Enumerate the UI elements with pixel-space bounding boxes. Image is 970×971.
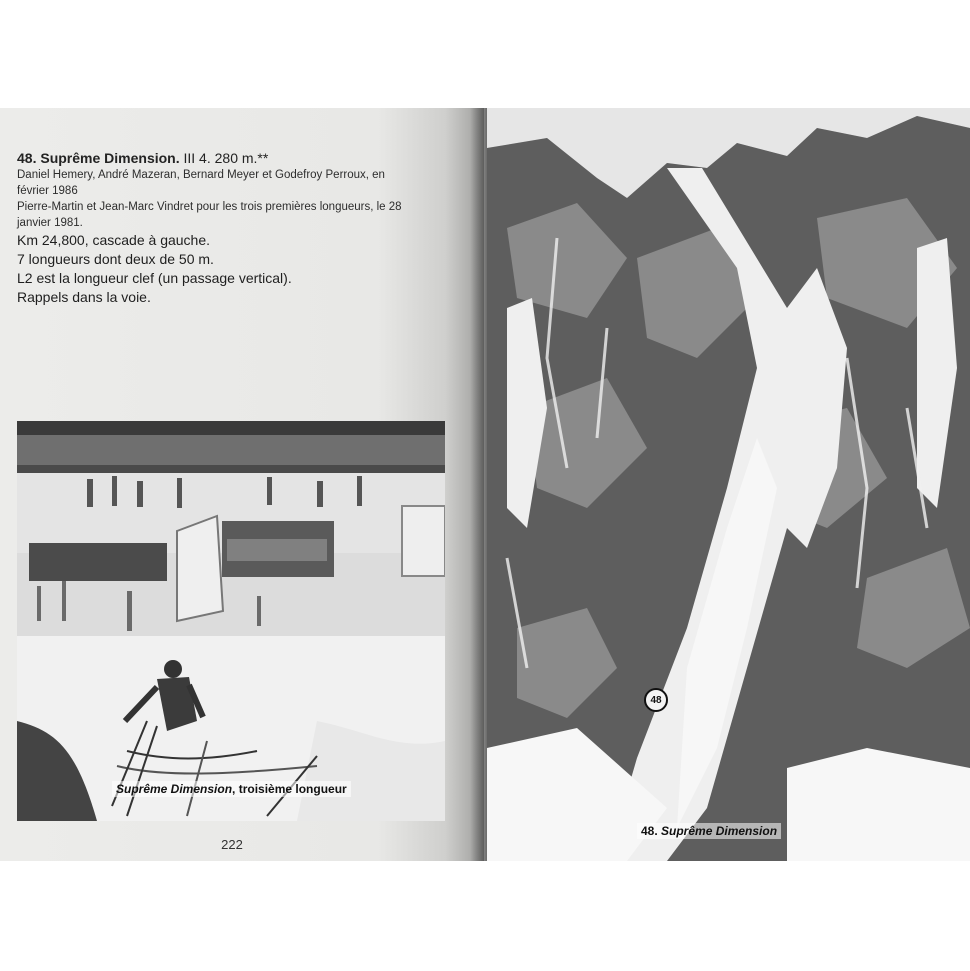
- route-detail: Rappels dans la voie.: [17, 289, 151, 305]
- climber-photo-image: [17, 421, 445, 821]
- icefall-photo: [487, 108, 970, 861]
- caption-route-name: Suprême Dimension: [116, 782, 233, 796]
- icefall-photo-caption: [637, 823, 781, 839]
- first-ascent-line-1: Daniel Hemery, André Mazeran, Bernard Meyer et Godefroy Perroux, en: [17, 169, 385, 181]
- book-spread: [0, 108, 970, 861]
- route-grade: III 4. 280 m.**: [179, 150, 269, 166]
- route-marker-badge: 48: [644, 688, 668, 712]
- caption-route-name: Suprême Dimension: [661, 824, 778, 838]
- first-ascent-line-2: février 1986: [17, 185, 78, 197]
- route-title: [17, 149, 447, 167]
- climber-photo: [17, 421, 445, 821]
- second-ascent-line-2: janvier 1981.: [17, 217, 83, 229]
- page-number: 222: [221, 837, 243, 852]
- route-detail: L2 est la longueur clef (un passage vertical).: [17, 270, 292, 286]
- route-description: [17, 149, 447, 307]
- second-ascent-line-1: Pierre-Martin et Jean-Marc Vindret pour les trois premières longueurs, le 28: [17, 201, 402, 213]
- climber-photo-caption: [112, 781, 351, 797]
- caption-pitch: , troisième longueur: [232, 782, 347, 796]
- right-page: [487, 108, 970, 861]
- caption-route-number: 48.: [641, 824, 662, 838]
- route-name: 48. Suprême Dimension.: [17, 150, 180, 166]
- route-detail: Km 24,800, cascade à gauche.: [17, 232, 211, 248]
- route-detail: 7 longueurs dont deux de 50 m.: [17, 251, 214, 267]
- left-page: [0, 108, 484, 861]
